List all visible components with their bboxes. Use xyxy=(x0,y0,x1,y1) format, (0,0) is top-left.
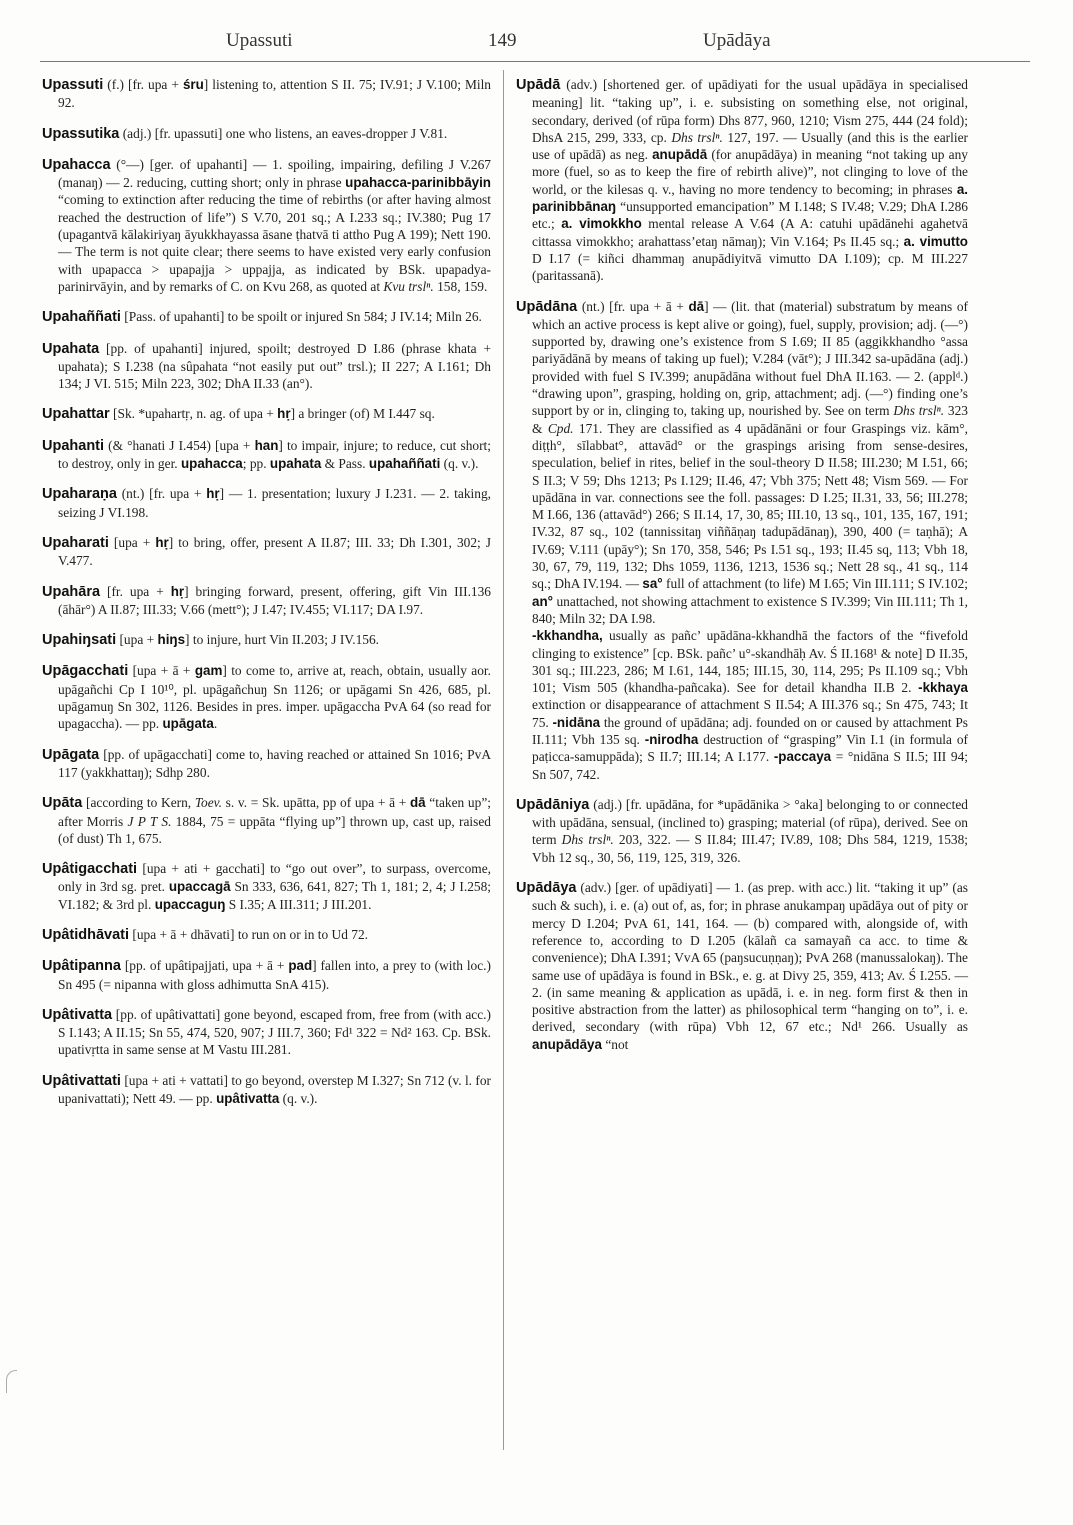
entry-text: Sn 333, 636, 641, 827; Th 1, 181; 2, 4; J I.258; VI.182; & 3rd pl. xyxy=(58,879,492,912)
entry-text: [pp. of upahanti] injured, spoilt; destroyed D I.86 (phrase khata + upahata); S I.238 (na sûpahata “not easily put out” trsl.); II 227; A I.161; Dh 134; J VI. 515; Miln 223, 302; DhA II.33 (an°). xyxy=(58,340,491,392)
entry-text: 158, 159. xyxy=(433,278,488,294)
entry-text: [pp. of upāgacchati] come to, having reached or attained Sn 1016; PvA 117 (yakkhattaŋ); Sdhp 280. xyxy=(58,746,491,780)
headword: Upâtidhāvati xyxy=(42,926,130,943)
dictionary-entry xyxy=(42,1072,491,1108)
dictionary-entry xyxy=(516,796,968,866)
headword: Upādā xyxy=(516,77,561,93)
entry-text: D I.17 (= kiñci dhammaŋ anupādiyitvā vimutto DA I.109); cp. M III.227 (paritassanā). xyxy=(532,250,968,284)
headword: Upāta xyxy=(42,795,83,812)
headword: Upahata xyxy=(42,340,100,357)
entry-text: 203, 322. — S II.84; III.47; IV.89, 108; Dhs 584, 1219, 1538; Vbh 12 sq., 30, 56, 119, 125, 319, 326. xyxy=(532,832,968,865)
dictionary-entry xyxy=(42,125,491,143)
entry-text: 1884, 75 = uppāta “flying up”] thrown up, cast up, raised (of dust) Th 1, 675. xyxy=(58,813,491,846)
headword: Upādāniya xyxy=(516,796,590,813)
bold-term: sa° xyxy=(642,576,663,592)
entry-text: ] to bring, offer, present A II.87; III. 33; Dh I.301, 302; J V.477. xyxy=(58,534,491,569)
running-head xyxy=(40,30,1030,56)
entry-text: mental release A V.64 (A A: catuhi upādānehi agahetvā cittassa vimokkho; arahattass’etaŋ nāmaŋ); Vin V.164; Ps II.45 sq.; xyxy=(532,216,968,249)
headword: Upaharaṇa xyxy=(42,486,117,503)
entry-text: “coming to extinction after reducing the time of rebirths (or after having almost reached the destruction of life”) S V.70, 201 sq.; A I.233 sq.; IV.380; Pug 17 (upagantvā kālakiriyaŋ āyukkhayassa āsane ṭhatvā ti attho Pug A 199); Nett 190. — The term is not quite clear; there seems to have existed very early confusion with upapacca > upapajja > uppajja, as indicated by BSk. upapadya-parinirvāyin, and by remarks of C. on Kvu 268, as quoted at xyxy=(58,192,491,294)
dictionary-entry xyxy=(42,405,491,423)
dictionary-entry xyxy=(42,156,491,295)
entry-text: ] — (lit. that (material) substratum by means of which an active process is kept alive or going), fuel, supply, provision; adj. (—°) supported by, drawing one’s existence from S I.69; II 85 (aggikkhandho °assa pariyādānā by means of taking up fuel); V.284 (vāt°); J III.342 sa-upādāna (adj.) provided with fuel S IV.399; anupādāna without fuel DhA II.163. — 2. (applᵈ.) “drawing upon”, grasping, holding on, grip, attachment; adj. (—°) finding one’s support by or in, clinging to, taking up, nourished by. See on term xyxy=(532,298,969,419)
headword: Upâtivatta xyxy=(42,1006,113,1023)
entry-text: [Sk. *upahartṛ, n. ag. of upa + xyxy=(109,406,278,422)
entry-text: ] to come to, arrive at, reach, obtain, usually aor. upāgañchi Cp I 10¹⁰, pl. upāgañchuŋ Sn 1126; or upāgami Sn 426, 685, pl. upāgamuŋ Sn 302, 1126. Besides in pres. imper. upāgaccha PvA 64 (so read for upagaccha). — pp. xyxy=(58,663,491,732)
bold-term: a. parinibbānaŋ xyxy=(532,181,968,215)
italic-ref: J P T S. xyxy=(127,813,172,829)
entry-text: ] to impair, injure; to reduce, cut short; to destroy, only in ger. xyxy=(58,437,491,472)
entry-text: (°—) [ger. of upahanti] — 1. spoiling, impairing, defiling J V.267 (manaŋ) — 2. reducing, cutting short; only in phrase xyxy=(58,156,491,191)
entry-text: 171. They are classified as 4 upādānāni or four Graspings viz. kām°, diṭṭh°, sīlabbat°, attavād° or the graspings arising from sense-desires, speculation, belief in rites, belief in the soul-theory D II.58; III.230; M I.51, 66; S II.3; V 59; Dhs 1213; Ps I.129; II.46, 47; Vbh 375; Nett 48; Vism 569. — For upādāna in var. connections see the foll. passages: D I.25; II.31, 33, 56; III.278; M I.66, 136 (attavād°) 266; S II.14, 17, 30, 85; III.10, 13 sq., 101, 135, 167, 191; IV.32, 87 sq., 102 (tannissitaŋ viññāṇaŋ tadupādānaŋ), 390, 400 (= taṇhā); A IV.69; V.111 (upāy°); Sn 170, 358, 546; Ps I.51 sq., 193; II.45 sq, 113; Vbh 18, 30, 67, 79, 119, 132; Dhs 1059, 1136, 1213, 1536 sq.; Nett 28 sq., 41 sq., 114 sq.; DhA IV.194. — xyxy=(532,420,969,592)
entry-text: [upa + ā + xyxy=(128,663,195,679)
entry-text: (q. v.). xyxy=(279,1091,318,1107)
entry-text: [upa + ati + vattati] to go beyond, overstep M I.327; Sn 712 (v. l. for upanivattati); Nett 49. — pp. xyxy=(58,1072,491,1107)
dictionary-entry xyxy=(42,662,491,732)
headword: Upahaññati xyxy=(42,309,121,326)
dictionary-entry xyxy=(42,746,491,782)
bold-term: dā xyxy=(409,795,426,811)
bold-term: -paccaya xyxy=(773,749,832,765)
headword: Upādāna xyxy=(516,298,578,315)
entry-text: unattached, not showing attachment to existence S IV.399; Vin III.111; Th 1, 840; Miln 32; DA I.98. xyxy=(532,593,968,626)
dictionary-entry xyxy=(42,1006,491,1059)
bold-term: -nirodha xyxy=(644,731,699,747)
entry-text: . xyxy=(213,716,218,732)
entry-text: (adv.) [shortened ger. of upādiyati for the usual upādāya in specialised meaning] lit. “taking up”, i. e. subsisting on something else, not original, secondary, derived (of rūpa form) Dhs 877, 960, 1210; Vism 275, 444 (24 fold); DhsA 215, 299, 333, cp. xyxy=(532,77,968,145)
entry-text: (adj.) [fr. upādāna, for *upādānika > °aka] belonging to or connected with upādāna, sensual, (inclined to) grasping; material (of rūpa), derived. See on term xyxy=(532,796,968,848)
entry-text: [Pass. of upahanti] to be spoilt or injured Sn 584; J IV.14; Miln 26. xyxy=(120,309,482,325)
italic-ref: Dhs trslⁿ. xyxy=(893,403,945,419)
bold-term: a. vimutto xyxy=(903,233,968,249)
entry-text: ] to injure, hurt Vin II.203; J IV.156. xyxy=(185,632,380,648)
headword: Upaharati xyxy=(42,534,109,551)
dictionary-entry xyxy=(42,926,491,944)
dictionary-entry xyxy=(42,583,491,619)
entry-text: ] bringing forward, present, offering, gift Vin III.136 (āhār°) A II.87; III.33; V.66 (mett°); J I.47; IV.455; VI.117; DA I.97. xyxy=(58,583,491,617)
margin-mark xyxy=(6,1370,17,1393)
dictionary-entry xyxy=(516,298,968,628)
entry-text: (q. v.). xyxy=(440,456,479,472)
entry-text: extinction or disappearance of attachment S II.54; A III.376 sq.; Sn 475, 743; It 75. xyxy=(532,697,968,730)
bold-term: hṛ xyxy=(277,406,291,422)
entry-text: [upa + xyxy=(108,534,156,550)
entry-text: “not xyxy=(601,1036,629,1052)
bold-term: upahacca-parinibbāyin xyxy=(345,175,491,191)
entry-text: ] a bringer (of) M I.447 sq. xyxy=(290,406,435,422)
running-head-last-entry: Upādāya xyxy=(703,30,771,51)
bold-term: upahaññati xyxy=(368,456,441,472)
bold-term: śru xyxy=(182,77,204,92)
bold-term: an° xyxy=(532,593,553,609)
bold-term: -kkhaya xyxy=(918,680,968,696)
headword: Upassutika xyxy=(42,125,120,142)
bold-term: han xyxy=(254,437,279,453)
italic-ref: Dhs trslⁿ. xyxy=(671,129,723,145)
entry-text: & Pass. xyxy=(321,456,369,472)
entry-text: (nt.) [fr. upa + xyxy=(116,486,207,502)
entry-text: [upa + ā + dhāvati] to run on or in to Ud 72. xyxy=(129,926,368,942)
italic-ref: Cpd. xyxy=(547,420,574,436)
headword: Upahacca xyxy=(42,156,111,173)
bold-term: hṛ xyxy=(155,534,169,550)
entry-text: destruction of “grasping” Vin I.1 (in formula of paṭicca-samuppāda); S II.7; III.14; A I.177. xyxy=(532,731,968,765)
dictionary-entry xyxy=(42,340,491,393)
dictionary-entry xyxy=(42,308,491,326)
bold-term: anupādāya xyxy=(532,1036,602,1052)
entry-text: (f.) [fr. upa + xyxy=(103,77,183,92)
running-head-first-entry: Upassuti xyxy=(226,30,293,51)
entry-text: 127, 197. — Usually (and this is the earlier use of upādā) as neg. xyxy=(532,129,968,163)
entry-text: S I.35; A III.311; J III.201. xyxy=(225,896,372,912)
bold-term: upâtivatta xyxy=(216,1091,280,1107)
entry-text: the ground of upādāna; adj. founded on or caused by attachment Ps II.111; Vbh 135 sq. xyxy=(532,714,968,747)
bold-term: anupādā xyxy=(652,147,708,163)
headword: Upassuti xyxy=(42,77,104,93)
entry-text: = °nidāna S II.5; III 94; Sn 507, 742. xyxy=(532,749,968,782)
dictionary-entry xyxy=(516,879,968,1053)
entry-text: ] listening to, attention S II. 75; IV.91; J V.100; Miln 92. xyxy=(58,77,491,111)
bold-term: dā xyxy=(688,298,705,314)
entry-text: [fr. upa + xyxy=(100,583,171,599)
sub-entry xyxy=(516,627,968,783)
headword: Upahāra xyxy=(42,583,101,600)
italic-ref: Dhs trslⁿ. xyxy=(561,832,614,848)
dictionary-entry xyxy=(42,76,491,112)
bold-term: -nidāna xyxy=(552,714,601,730)
dictionary-entry xyxy=(42,860,491,913)
bold-term: -kkhandha, xyxy=(532,628,603,644)
page-number: 149 xyxy=(488,30,517,51)
entry-text: (nt.) [fr. upa + ā + xyxy=(577,298,689,314)
bold-term: upaccagā xyxy=(168,879,231,895)
bold-term: gam xyxy=(194,663,223,679)
entry-text: full of attachment (to life) M I.65; Vin III.111; S IV.102; xyxy=(662,576,968,592)
bold-term: upaccaguŋ xyxy=(154,896,226,912)
entry-text: ] — 1. presentation; luxury J I.231. — 2. taking, seizing J VI.198. xyxy=(58,486,491,520)
entry-text: (& °hanati J I.454) [upa + xyxy=(104,437,255,453)
dictionary-entry xyxy=(42,957,491,993)
entry-text: [upa + ati + gacchati] to “go out over”, to surpass, overcome, only in 3rd sg. pret. xyxy=(58,861,491,895)
entry-text: [pp. of upâtivattati] gone beyond, escaped from, free from (with acc.) S I.143; A II.15; Sn 55, 474, 520, 907; J III.7, 360; Fd¹ 322 = Nd² 163. Cp. BSk. upativṛtta in same sense at M Vastu III.281. xyxy=(58,1006,491,1058)
dictionary-entry xyxy=(42,534,491,570)
entry-text: “unsupported emancipation” M I.148; S IV.48; V.29; DhA I.286 etc.; xyxy=(532,199,968,232)
bold-term: a. vimokkho xyxy=(561,216,642,232)
entry-text: “taken up”; after Morris xyxy=(58,795,491,829)
headword: Upâtipanna xyxy=(42,958,121,975)
header-rule xyxy=(40,61,1030,62)
bold-term: upāgata xyxy=(162,716,214,732)
entry-text: [pp. of upâtipajjati, upa + ā + xyxy=(120,958,289,974)
dictionary-entry xyxy=(42,794,491,847)
bold-term: hṛ xyxy=(170,583,185,599)
headword: Upâtivattati xyxy=(42,1072,121,1089)
right-column xyxy=(516,76,968,1066)
italic-ref: Toev. xyxy=(194,795,222,811)
entry-text: [according to Kern, xyxy=(82,795,195,811)
left-column xyxy=(42,76,491,1120)
bold-term: upahacca xyxy=(180,456,243,472)
entry-text: 323 & xyxy=(532,403,968,436)
dictionary-entry xyxy=(42,437,491,473)
entry-text: (adv.) [ger. of upādiyati] — 1. (as prep. with acc.) lit. “taking it up” (as such & such), i. e. (a) out of, as, for; in phrase anukampaŋ upādāya out of pity or mercy D I.204; PvA 61, 141, 164. — (b) compared with, alongside of, with reference to, according to D I.205 (kālañ ca samayañ ca acc. to time & convenience); DhA I.391; VvA 65 (paŋsucuṇṇaŋ); PvA 268 (manussalokaŋ). The same use of upādāya is found in BSk., e. g. at Divy 25, 359, 413; Av. Ś I.255. — 2. (in same meaning & application as upādā, i. e. in neg. form first & then in positive abstraction from the latter) as philosophical term “hanging on to”, i. e. derived, secondary (with rūpa) Vbh 12, 67 etc.; Nd¹ 266. Usually as xyxy=(532,880,968,1035)
headword: Upāgata xyxy=(42,746,100,763)
bold-term: hiŋs xyxy=(157,632,186,648)
bold-term: upahata xyxy=(269,456,322,472)
headword: Upādāya xyxy=(516,880,577,897)
bold-term: pad xyxy=(288,958,313,974)
entry-text: ; pp. xyxy=(242,456,270,472)
italic-ref: Kvu trslⁿ. xyxy=(383,278,434,294)
bold-term: hṛ xyxy=(206,486,220,502)
headword: Upahanti xyxy=(42,437,105,454)
entry-text: ] fallen into, a prey to (with loc.) Sn 495 (= nipanna with gloss adhimutta SnA 415). xyxy=(58,958,491,992)
dictionary-entry xyxy=(516,76,968,285)
headword: Upāgacchati xyxy=(42,663,129,680)
column-divider xyxy=(503,70,504,1450)
entry-text: (for anupādāya) in meaning “not taking up any more (fuel, so as to keep the fire of rebirth alive)”, not clinging to love of the world, or the kilesas q. v., having no more tendency to becoming; in phrases xyxy=(532,147,969,197)
entry-text: (adj.) [fr. upassuti] one who listens, an eaves-dropper J V.81. xyxy=(119,125,448,141)
headword: Upahattar xyxy=(42,406,110,423)
headword: Upâtigacchati xyxy=(42,861,138,878)
entry-text: [upa + xyxy=(116,632,158,648)
entry-text: s. v. = Sk. upātta, pp of upa + ā + xyxy=(221,795,410,811)
headword: Upahiŋsati xyxy=(42,632,117,649)
entry-text: usually as pañc’ upādāna-kkhandhā the factors of the “fivefold clinging to existence” [cp. BSk. pañc’ u°-skandhāḥ Av. Ś II.168¹ & note] D II.35, 301 sq.; III.223, 286; M I.61, 144, 185; III.15, 30, 114, 295; Ps II.109 sq.; Vbh 101; Vism 505 (khandha-pañcaka). See for detail khandha II.B 2. xyxy=(532,628,968,696)
dictionary-entry xyxy=(42,485,491,521)
dictionary-entry xyxy=(42,631,491,649)
